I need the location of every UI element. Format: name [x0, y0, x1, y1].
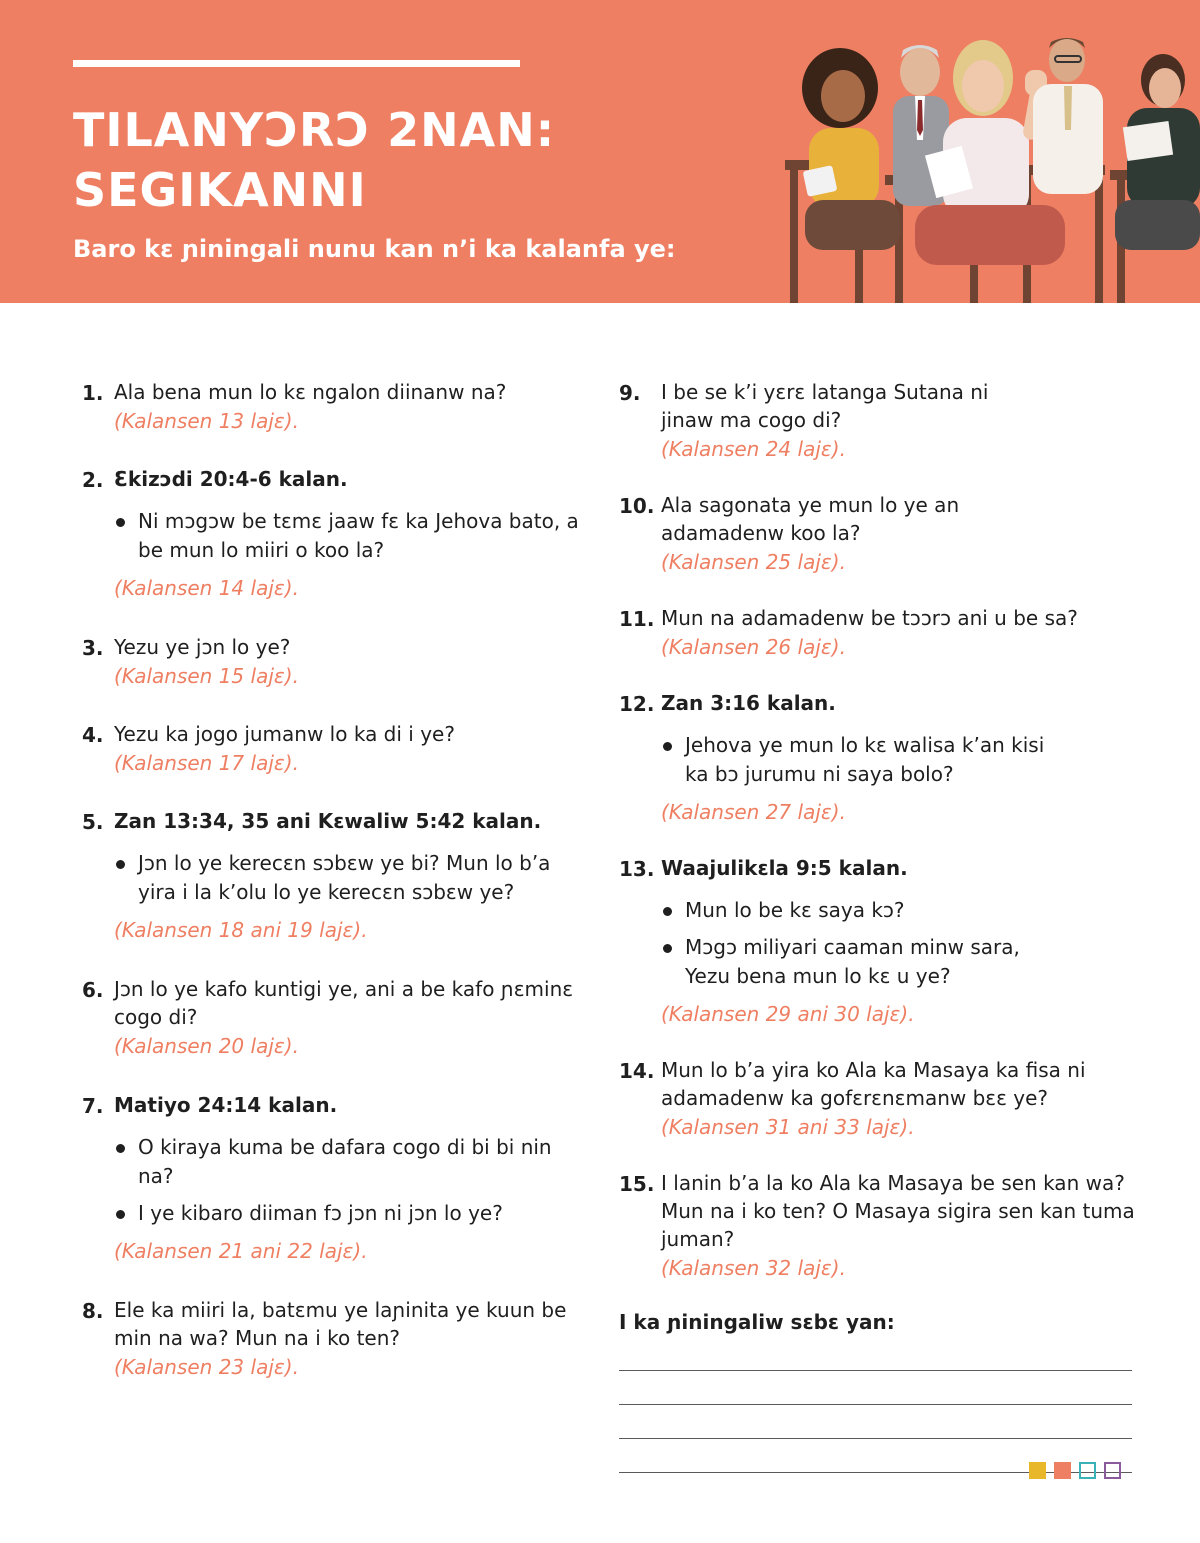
note-writing-line[interactable] [619, 1370, 1132, 1371]
note-writing-line[interactable] [619, 1438, 1132, 1439]
question-1 [82, 378, 582, 436]
question-4 [82, 720, 582, 778]
bullet-text: Mɔgɔ miliyari caaman minw sara, Yezu bena mun lo kɛ u ye? [685, 935, 1020, 988]
bullet-text: Mun lo be kɛ saya kɔ? [685, 898, 905, 922]
question-text: Ala sagonata ye mun lo ye an adamadenw koo la? [661, 493, 960, 545]
bullet-dot-icon [663, 944, 672, 953]
question-11 [619, 604, 1139, 662]
bullet-dot-icon [116, 1210, 125, 1219]
question-number: 12. [619, 692, 655, 716]
question-12 [619, 689, 1139, 827]
lesson-reference: (Kalansen 24 lajɛ). [661, 437, 846, 461]
question-number: 15. [619, 1172, 655, 1196]
progress-squares [1029, 1462, 1121, 1479]
question-number: 6. [82, 978, 104, 1002]
question-number: 7. [82, 1094, 104, 1118]
notes-title: I ka ɲiningaliw sɛbɛ yan: [619, 1310, 895, 1334]
question-text: I lanin b’a la ko Ala ka Masaya be sen kan wa? Mun na i ko ten? O Masaya sigira sen kan tuma juman? [661, 1171, 1135, 1251]
question-number: 14. [619, 1059, 655, 1083]
question-number: 5. [82, 810, 104, 834]
question-3 [82, 633, 582, 691]
question-bullets [114, 1133, 582, 1228]
bullet-text: O kiraya kuma be dafara cogo di bi bi nin na? [138, 1135, 552, 1188]
bullet-item [661, 896, 1041, 925]
bullet-text: I ye kibaro diiman fɔ jɔn ni jɔn lo ye? [138, 1201, 503, 1225]
question-bullets [114, 849, 582, 907]
lesson-reference: (Kalansen 32 lajɛ). [661, 1256, 846, 1280]
question-text: Mun na adamadenw be tɔɔrɔ ani u be sa? [661, 606, 1078, 630]
lesson-reference: (Kalansen 23 lajɛ). [114, 1355, 299, 1379]
question-number: 10. [619, 494, 655, 518]
question-number: 1. [82, 381, 104, 405]
lesson-reference: (Kalansen 20 lajɛ). [114, 1034, 299, 1058]
bullet-item [661, 933, 1041, 991]
lesson-reference: (Kalansen 21 ani 22 lajɛ). [114, 1239, 368, 1263]
question-text: Waajulikɛla 9:5 kalan. [661, 856, 908, 880]
page-title [73, 100, 555, 220]
page-title-line2: SEGIKANNI [73, 163, 367, 217]
lesson-reference: (Kalansen 14 lajɛ). [114, 576, 299, 600]
bullet-dot-icon [663, 742, 672, 751]
question-number: 13. [619, 857, 655, 881]
question-text: Zan 13:34, 35 ani Kɛwaliw 5:42 kalan. [114, 809, 542, 833]
bullet-item [114, 1133, 582, 1191]
progress-square-empty [1079, 1462, 1096, 1479]
question-text: Ɛkizɔdi 20:4-6 kalan. [114, 467, 348, 491]
question-7 [82, 1091, 582, 1266]
bullet-item [114, 1199, 582, 1228]
question-10 [619, 491, 1139, 577]
question-text: Jɔn lo ye kafo kuntigi ye, ani a be kafo ɲɛminɛ cogo di? [114, 977, 574, 1029]
bullet-dot-icon [663, 907, 672, 916]
question-5 [82, 807, 582, 945]
question-text: Ala bena mun lo kɛ ngalon diinanw na? [114, 380, 507, 404]
question-number: 3. [82, 636, 104, 660]
question-14 [619, 1056, 1139, 1142]
question-text: I be se k’i yɛrɛ latanga Sutana ni jinaw ma cogo di? [661, 380, 989, 432]
question-9 [619, 378, 1139, 464]
question-2 [82, 465, 582, 603]
question-number: 11. [619, 607, 655, 631]
lesson-reference: (Kalansen 17 lajɛ). [114, 751, 299, 775]
question-bullets [114, 507, 582, 565]
questions-left-column [82, 378, 582, 1382]
question-text: Zan 3:16 kalan. [661, 691, 836, 715]
people-illustration [765, 0, 1200, 303]
bullet-item [114, 507, 582, 565]
lesson-reference: (Kalansen 31 ani 33 lajɛ). [661, 1115, 915, 1139]
lesson-reference: (Kalansen 18 ani 19 lajɛ). [114, 918, 368, 942]
question-15 [619, 1169, 1139, 1283]
question-6 [82, 975, 582, 1061]
question-number: 2. [82, 468, 104, 492]
page-title-line1: TILANYƆRƆ 2NAN: [73, 103, 556, 157]
question-bullets [661, 896, 1041, 991]
header-divider [73, 60, 520, 67]
bullet-text: Ni mɔgɔw be tɛmɛ jaaw fɛ ka Jehova bato, a be mun lo miiri o koo la? [138, 509, 579, 562]
lesson-reference: (Kalansen 13 lajɛ). [114, 409, 299, 433]
header-banner [0, 0, 1200, 303]
lesson-reference: (Kalansen 27 lajɛ). [661, 800, 846, 824]
notes-section [619, 1307, 1139, 1473]
question-number: 8. [82, 1299, 104, 1323]
progress-square-empty [1104, 1462, 1121, 1479]
lesson-reference: (Kalansen 29 ani 30 lajɛ). [661, 1002, 915, 1026]
question-bullets [661, 731, 1061, 789]
question-text: Yezu ka jogo jumanw lo ka di i ye? [114, 722, 455, 746]
bullet-text: Jehova ye mun lo kɛ walisa k’an kisi ka bɔ jurumu ni saya bolo? [685, 733, 1045, 786]
lesson-reference: (Kalansen 15 lajɛ). [114, 664, 299, 688]
question-text: Ele ka miiri la, batɛmu ye laɲinita ye kuun be min na wa? Mun na i ko ten? [114, 1298, 567, 1350]
bullet-text: Jɔn lo ye kerecɛn sɔbɛw ye bi? Mun lo b’a yira i la k’olu lo ye kerecɛn sɔbɛw ye? [138, 851, 551, 904]
note-writing-line[interactable] [619, 1404, 1132, 1405]
bullet-dot-icon [116, 1144, 125, 1153]
question-13 [619, 854, 1139, 1029]
lesson-reference: (Kalansen 26 lajɛ). [661, 635, 846, 659]
page-subtitle: Baro kɛ ɲiningali nunu kan n’i ka kalanfa ye: [73, 235, 676, 263]
questions-right-column [619, 378, 1139, 1473]
bullet-item [114, 849, 582, 907]
question-8 [82, 1296, 582, 1382]
progress-square-filled [1029, 1462, 1046, 1479]
question-number: 4. [82, 723, 104, 747]
question-text: Yezu ye jɔn lo ye? [114, 635, 291, 659]
bullet-dot-icon [116, 860, 125, 869]
progress-square-filled [1054, 1462, 1071, 1479]
question-text: Mun lo b’a yira ko Ala ka Masaya ka fisa ni adamadenw ka gofɛrɛnɛmanw bɛɛ ye? [661, 1058, 1086, 1110]
lesson-reference: (Kalansen 25 lajɛ). [661, 550, 846, 574]
question-text: Matiyo 24:14 kalan. [114, 1093, 338, 1117]
bullet-item [661, 731, 1061, 789]
bullet-dot-icon [116, 518, 125, 527]
question-number: 9. [619, 381, 641, 405]
